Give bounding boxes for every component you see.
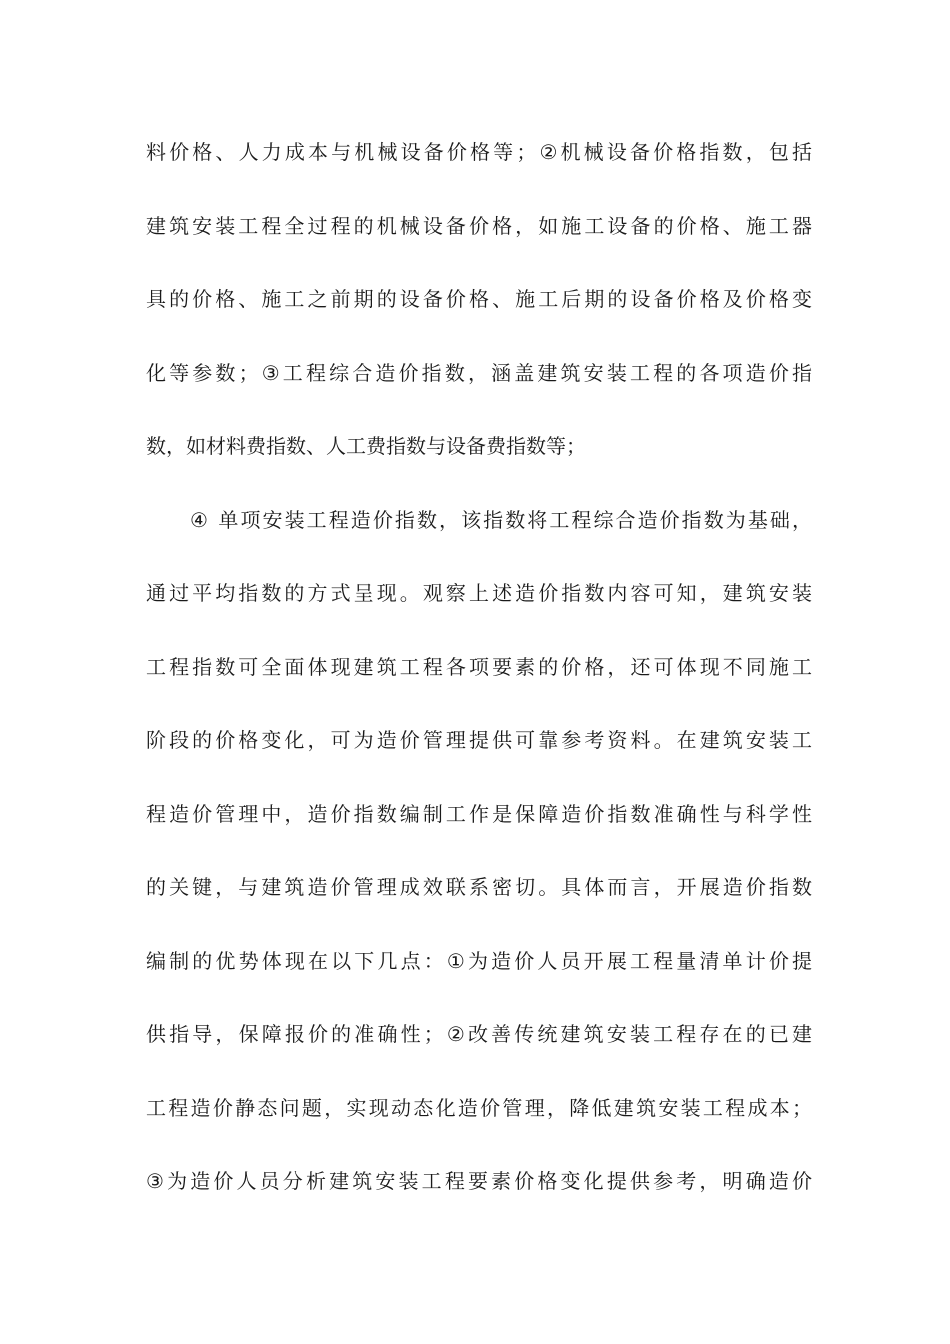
text-line-12: 编制的优势体现在以下几点：①为造价人员开展工程量清单计价提 — [146, 948, 812, 973]
text-line-13: 供指导，保障报价的准确性；②改善传统建筑安装工程存在的已建 — [146, 1022, 812, 1046]
text-line-14: 工程造价静态问题，实现动态化造价管理，降低建筑安装工程成本； — [146, 1095, 812, 1120]
text-line-11: 的关键，与建筑造价管理成效联系密切。具体而言，开展造价指数 — [146, 875, 812, 899]
text-line-4: 化等参数；③工程综合造价指数，涵盖建筑安装工程的各项造价指 — [146, 360, 812, 385]
text-line-8: 工程指数可全面体现建筑工程各项要素的价格，还可体现不同施工 — [146, 654, 812, 679]
text-line-9: 阶段的价格变化，可为造价管理提供可靠参考资料。在建筑安装工 — [146, 728, 812, 752]
body-text — [146, 130, 812, 1233]
text-line-6-paragraph-start: ④ 单项安装工程造价指数，该指数将工程综合造价指数为基础， — [190, 507, 812, 532]
text-line-3: 具的价格、施工之前期的设备价格、施工后期的设备价格及价格变 — [146, 287, 812, 311]
text-line-15: ③为造价人员分析建筑安装工程要素价格变化提供参考，明确造价 — [146, 1169, 812, 1193]
text-line-10: 程造价管理中，造价指数编制工作是保障造价指数准确性与科学性 — [146, 801, 812, 826]
text-line-7: 通过平均指数的方式呈现。观察上述造价指数内容可知，建筑安装 — [146, 581, 812, 605]
text-line-1: 料价格、人力成本与机械设备价格等；②机械设备价格指数，包括 — [146, 140, 812, 164]
text-line-5: 数，如材料费指数、人工费指数与设备费指数等； — [146, 434, 586, 458]
text-line-2: 建筑安装工程全过程的机械设备价格，如施工设备的价格、施工器 — [146, 213, 812, 238]
